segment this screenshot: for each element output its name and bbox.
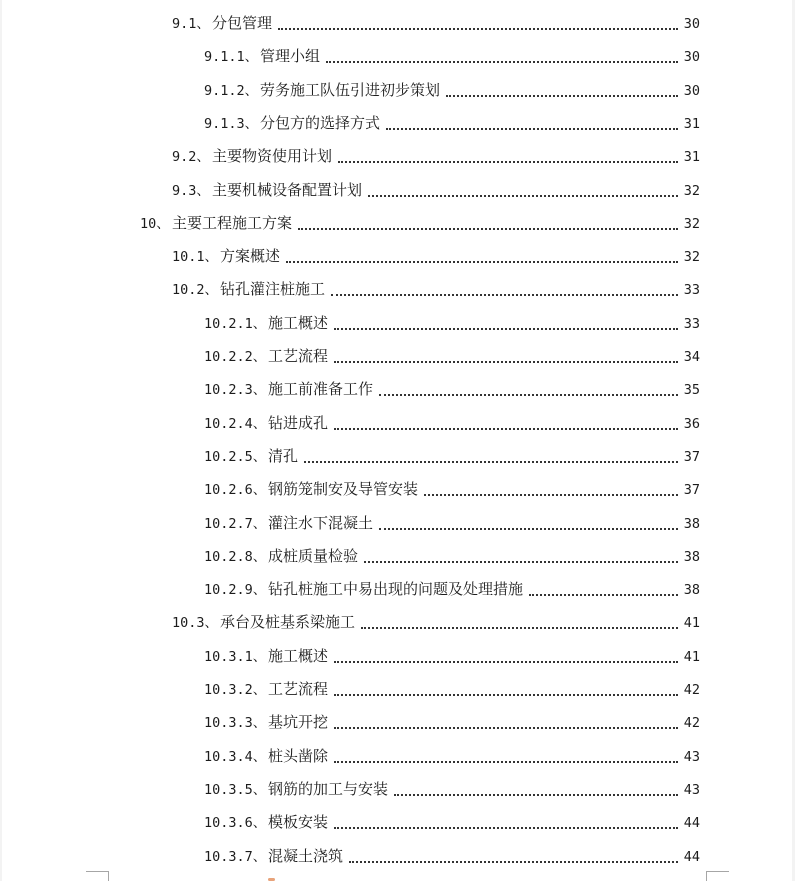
toc-page-number: 31 xyxy=(683,149,700,166)
toc-page-number: 30 xyxy=(683,82,700,99)
toc-dot-leader xyxy=(286,261,678,263)
toc-page-number: 32 xyxy=(683,182,700,199)
toc-entry-title: 钻孔灌注桩施工 xyxy=(220,281,329,298)
toc-page-number: 38 xyxy=(683,515,700,532)
toc-entry-number: 9.2、 xyxy=(172,149,210,166)
toc-dot-leader xyxy=(379,528,678,530)
toc-page-number: 36 xyxy=(683,415,700,432)
toc-page-number: 44 xyxy=(683,815,700,832)
toc-entry-number: 10.2.5、 xyxy=(204,448,267,465)
toc-page-number: 43 xyxy=(683,748,700,765)
toc-dot-leader xyxy=(368,195,678,197)
toc-entry-number: 10.2.8、 xyxy=(204,548,267,565)
toc-entry-number: 10.2、 xyxy=(172,282,219,299)
toc-dot-leader xyxy=(338,161,678,163)
toc-entry[interactable] xyxy=(2,606,792,636)
toc-entry-number: 10.2.3、 xyxy=(204,382,267,399)
toc-entry[interactable] xyxy=(2,273,792,303)
toc-entry-number: 10.2.9、 xyxy=(204,582,267,599)
toc-entry-title: 钻进成孔 xyxy=(268,415,332,432)
toc-entry[interactable] xyxy=(2,706,792,736)
toc-entry[interactable] xyxy=(2,207,792,237)
toc-entry-title: 主要工程施工方案 xyxy=(172,215,296,232)
toc-entry[interactable] xyxy=(2,673,792,703)
toc-dot-leader xyxy=(394,794,678,796)
toc-entry-number: 10.2.6、 xyxy=(204,482,267,499)
toc-dot-leader xyxy=(361,627,678,629)
toc-dot-leader xyxy=(386,128,678,130)
toc-entry-title: 工艺流程 xyxy=(268,681,332,698)
toc-page-number: 35 xyxy=(683,382,700,399)
toc-page-number: 37 xyxy=(683,448,700,465)
toc-entry[interactable] xyxy=(2,107,792,137)
toc-dot-leader xyxy=(331,294,678,296)
toc-entry-title: 施工概述 xyxy=(268,648,332,665)
toc-dot-leader xyxy=(529,594,678,596)
toc-entry-number: 9.1.2、 xyxy=(204,82,259,99)
toc-entry[interactable] xyxy=(2,140,792,170)
toc-entry[interactable] xyxy=(2,640,792,670)
toc-entry-title: 管理小组 xyxy=(260,48,324,65)
toc-entry-number: 10.2.4、 xyxy=(204,415,267,432)
toc-entry[interactable] xyxy=(2,806,792,836)
toc-entry[interactable] xyxy=(2,40,792,70)
toc-page-number: 41 xyxy=(683,615,700,632)
toc-entry[interactable] xyxy=(2,573,792,603)
toc-dot-leader xyxy=(349,861,678,863)
toc-entry[interactable] xyxy=(2,540,792,570)
toc-dot-leader xyxy=(334,727,678,729)
toc-entry-title: 施工概述 xyxy=(268,315,332,332)
toc-entry[interactable] xyxy=(2,840,792,870)
toc-dot-leader xyxy=(334,661,678,663)
toc-page-number: 38 xyxy=(683,582,700,599)
toc-entry[interactable] xyxy=(2,7,792,37)
toc-dot-leader xyxy=(334,761,678,763)
toc-page-number: 37 xyxy=(683,482,700,499)
toc-entry-title: 方案概述 xyxy=(220,248,284,265)
toc-entry-title: 成桩质量检验 xyxy=(268,548,362,565)
toc-page-number: 32 xyxy=(683,215,700,232)
toc-entry-number: 10.3.7、 xyxy=(204,848,267,865)
toc-entry-title: 承台及桩基系梁施工 xyxy=(220,614,359,631)
toc-entry-number: 10.2.1、 xyxy=(204,315,267,332)
toc-entry-number: 10.3.1、 xyxy=(204,648,267,665)
toc-entry[interactable] xyxy=(2,373,792,403)
toc-entry-number: 10.3.4、 xyxy=(204,748,267,765)
toc-entry[interactable] xyxy=(2,473,792,503)
toc-entry-number: 10.3.5、 xyxy=(204,781,267,798)
toc-entry-title: 模板安装 xyxy=(268,814,332,831)
toc-dot-leader xyxy=(278,28,678,30)
toc-entry[interactable] xyxy=(2,340,792,370)
toc-entry-number: 10.3.3、 xyxy=(204,715,267,732)
toc-page-number: 30 xyxy=(683,49,700,66)
toc-entry[interactable] xyxy=(2,307,792,337)
toc-entry-title: 桩头凿除 xyxy=(268,748,332,765)
toc-entry-number: 10.2.7、 xyxy=(204,515,267,532)
toc-dot-leader xyxy=(304,461,678,463)
toc-entry-title: 钢筋的加工与安装 xyxy=(268,781,392,798)
toc-entry-title: 混凝土浇筑 xyxy=(268,848,347,865)
toc-dot-leader xyxy=(334,361,678,363)
toc-entry-title: 分包方的选择方式 xyxy=(260,115,384,132)
toc-entry-title: 灌注水下混凝土 xyxy=(268,515,377,532)
toc-page-number: 33 xyxy=(683,315,700,332)
toc-entry-number: 9.1.1、 xyxy=(204,49,259,66)
toc-entry-number: 10.1、 xyxy=(172,249,219,266)
toc-dot-leader xyxy=(364,561,678,563)
toc-entry-title: 工艺流程 xyxy=(268,348,332,365)
toc-entry[interactable] xyxy=(2,174,792,204)
toc-entry-number: 9.1、 xyxy=(172,16,210,32)
toc-entry-title: 主要物资使用计划 xyxy=(212,148,336,165)
toc-entry-number: 10.3、 xyxy=(172,615,219,632)
toc-entry-number: 9.1.3、 xyxy=(204,115,259,132)
toc-page-number: 44 xyxy=(683,848,700,865)
toc-page-number: 38 xyxy=(683,548,700,565)
toc-entry-number: 10.3.6、 xyxy=(204,815,267,832)
toc-page-number: 42 xyxy=(683,715,700,732)
toc-dot-leader xyxy=(334,694,678,696)
toc-page-number: 42 xyxy=(683,682,700,698)
toc-page-number: 32 xyxy=(683,249,700,266)
toc-dot-leader xyxy=(446,95,678,97)
toc-entry[interactable] xyxy=(2,74,792,104)
toc-page-number: 34 xyxy=(683,349,700,365)
toc-entry-title: 劳务施工队伍引进初步策划 xyxy=(260,82,444,99)
toc-page-number: 30 xyxy=(683,16,700,32)
toc-entry[interactable] xyxy=(2,240,792,270)
toc-entry-title: 施工前准备工作 xyxy=(268,381,377,398)
toc-entry-number: 10、 xyxy=(140,215,170,232)
toc-entry-number: 10.3.2、 xyxy=(204,682,267,698)
toc-dot-leader xyxy=(334,428,678,430)
toc-entry-title: 分包管理 xyxy=(212,15,276,32)
toc-entry-title: 清孔 xyxy=(268,448,302,465)
document-page xyxy=(2,0,792,881)
toc-entry[interactable] xyxy=(2,773,792,803)
toc-entry-title: 主要机械设备配置计划 xyxy=(212,182,366,199)
toc-page-number: 33 xyxy=(683,282,700,299)
toc-page-number: 41 xyxy=(683,648,700,665)
toc-entry-number: 10.2.2、 xyxy=(204,349,267,365)
toc-dot-leader xyxy=(298,228,678,230)
toc-entry-title: 钢筋笼制安及导管安装 xyxy=(268,481,422,498)
toc-dot-leader xyxy=(326,61,678,63)
toc-entry[interactable] xyxy=(2,507,792,537)
toc-dot-leader xyxy=(379,394,678,396)
toc-page-number: 31 xyxy=(683,115,700,132)
page-corner-mark-left xyxy=(86,871,109,881)
toc-entry-number: 9.3、 xyxy=(172,182,210,199)
toc-entry[interactable] xyxy=(2,407,792,437)
toc-page-number: 43 xyxy=(683,781,700,798)
toc-dot-leader xyxy=(334,827,678,829)
toc-entry[interactable] xyxy=(2,740,792,770)
toc-entry-title: 基坑开挖 xyxy=(268,714,332,731)
toc-dot-leader xyxy=(424,494,678,496)
toc-dot-leader xyxy=(334,328,678,330)
page-corner-mark-right xyxy=(706,871,729,881)
toc-entry-title: 钻孔桩施工中易出现的问题及处理措施 xyxy=(268,581,527,598)
toc-entry[interactable] xyxy=(2,440,792,470)
